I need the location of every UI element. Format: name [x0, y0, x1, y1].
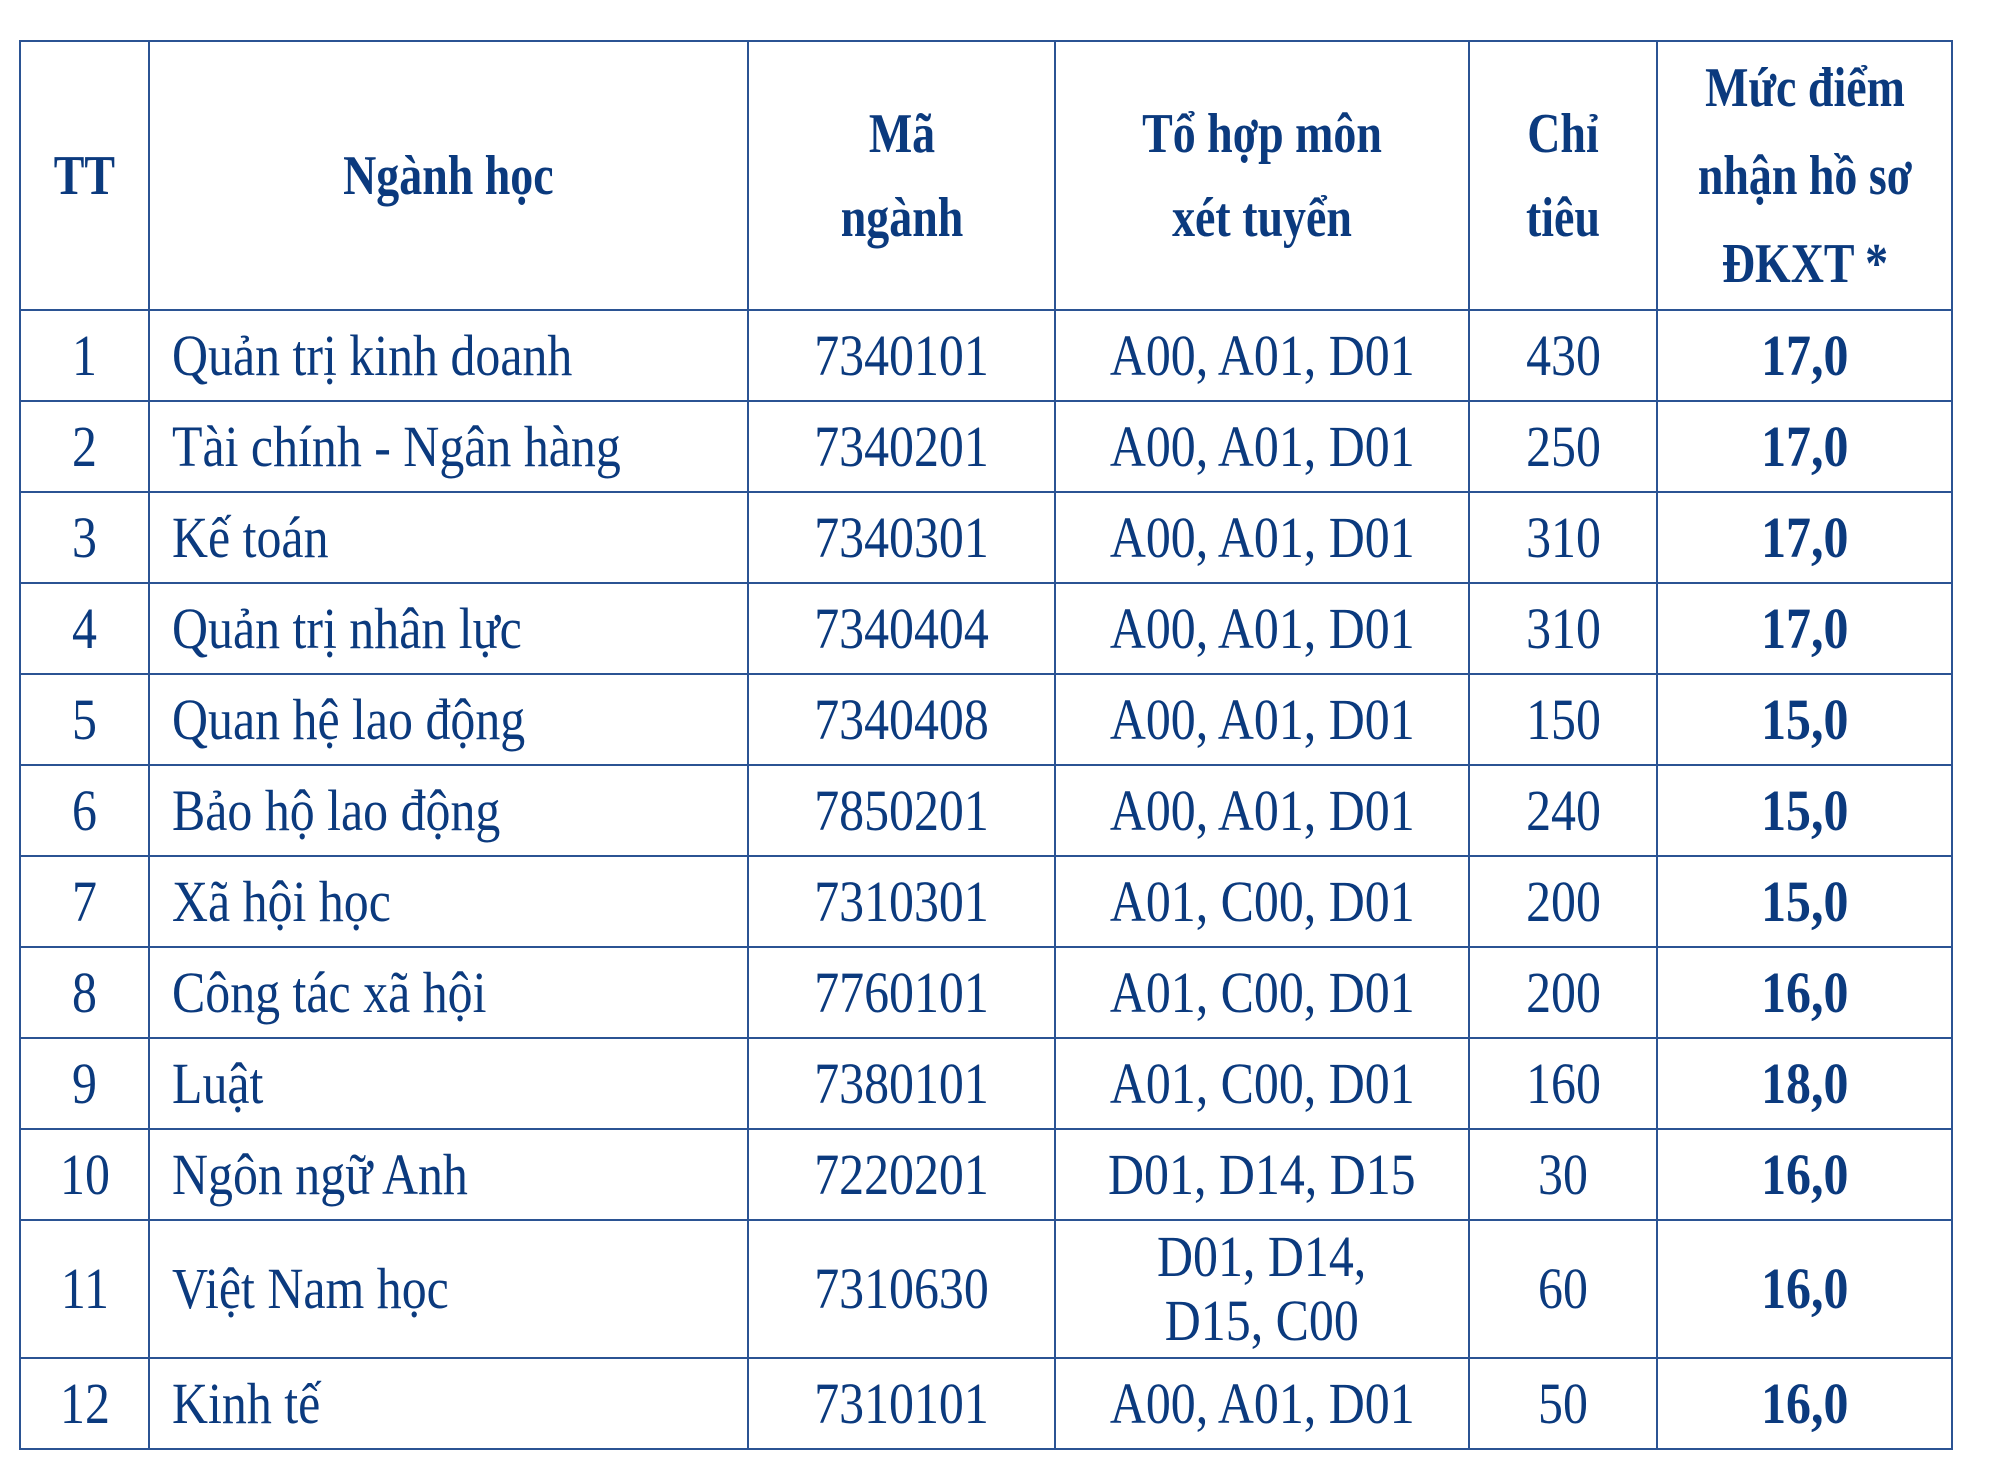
cell-subjects: A00, A01, D01 — [1055, 310, 1469, 401]
cell-major: Bảo hộ lao động — [149, 765, 748, 856]
cell-subjects: A00, A01, D01 — [1055, 492, 1469, 583]
cell-quota: 430 — [1469, 310, 1657, 401]
cell-major: Kế toán — [149, 492, 748, 583]
header-code: Mã ngành — [748, 41, 1055, 310]
cell-code: 7340201 — [748, 401, 1055, 492]
cell-major: Công tác xã hội — [149, 947, 748, 1038]
cell-quota: 160 — [1469, 1038, 1657, 1129]
cell-quota: 200 — [1469, 947, 1657, 1038]
admissions-table — [19, 40, 1953, 1450]
cell-quota: 150 — [1469, 674, 1657, 765]
cell-index: 4 — [20, 583, 149, 674]
cell-quota: 310 — [1469, 492, 1657, 583]
cell-index: 9 — [20, 1038, 149, 1129]
cell-index: 12 — [20, 1358, 149, 1449]
cell-quota: 240 — [1469, 765, 1657, 856]
cell-index: 11 — [20, 1220, 149, 1358]
table-row — [20, 1129, 1952, 1220]
cell-score: 16,0 — [1657, 1220, 1952, 1358]
cell-score: 15,0 — [1657, 674, 1952, 765]
cell-index: 5 — [20, 674, 149, 765]
cell-subjects: A00, A01, D01 — [1055, 765, 1469, 856]
cell-subjects: A01, C00, D01 — [1055, 1038, 1469, 1129]
header-major: Ngành học — [149, 41, 748, 310]
cell-major: Quan hệ lao động — [149, 674, 748, 765]
cell-subjects: A00, A01, D01 — [1055, 401, 1469, 492]
cell-subjects: A01, C00, D01 — [1055, 947, 1469, 1038]
cell-index: 6 — [20, 765, 149, 856]
cell-code: 7340408 — [748, 674, 1055, 765]
table-row — [20, 856, 1952, 947]
cell-code: 7340301 — [748, 492, 1055, 583]
cell-score: 16,0 — [1657, 947, 1952, 1038]
cell-subjects: D01, D14, D15, C00 — [1055, 1220, 1469, 1358]
table-row — [20, 1358, 1952, 1449]
table-row — [20, 674, 1952, 765]
cell-code: 7380101 — [748, 1038, 1055, 1129]
table-row — [20, 583, 1952, 674]
cell-subjects: D01, D14, D15 — [1055, 1129, 1469, 1220]
cell-code: 7340101 — [748, 310, 1055, 401]
table-row — [20, 1038, 1952, 1129]
cell-score: 16,0 — [1657, 1129, 1952, 1220]
cell-score: 18,0 — [1657, 1038, 1952, 1129]
cell-index: 1 — [20, 310, 149, 401]
cell-score: 15,0 — [1657, 765, 1952, 856]
cell-subjects: A00, A01, D01 — [1055, 1358, 1469, 1449]
cell-code: 7850201 — [748, 765, 1055, 856]
cell-score: 16,0 — [1657, 1358, 1952, 1449]
cell-index: 10 — [20, 1129, 149, 1220]
cell-major: Xã hội học — [149, 856, 748, 947]
cell-quota: 310 — [1469, 583, 1657, 674]
table-row — [20, 401, 1952, 492]
cell-code: 7340404 — [748, 583, 1055, 674]
cell-quota: 250 — [1469, 401, 1657, 492]
cell-major: Việt Nam học — [149, 1220, 748, 1358]
cell-major: Luật — [149, 1038, 748, 1129]
header-row — [20, 41, 1952, 310]
cell-score: 17,0 — [1657, 583, 1952, 674]
cell-major: Tài chính - Ngân hàng — [149, 401, 748, 492]
cell-index: 7 — [20, 856, 149, 947]
header-quota: Chỉ tiêu — [1469, 41, 1657, 310]
cell-subjects: A00, A01, D01 — [1055, 674, 1469, 765]
header-min-score: Mức điểm nhận hồ sơ ĐKXT * — [1657, 41, 1952, 310]
cell-index: 3 — [20, 492, 149, 583]
cell-major: Kinh tế — [149, 1358, 748, 1449]
cell-score: 17,0 — [1657, 401, 1952, 492]
cell-index: 2 — [20, 401, 149, 492]
cell-quota: 200 — [1469, 856, 1657, 947]
table-row — [20, 947, 1952, 1038]
cell-subjects: A00, A01, D01 — [1055, 583, 1469, 674]
table-row — [20, 492, 1952, 583]
cell-code: 7310630 — [748, 1220, 1055, 1358]
cell-score: 15,0 — [1657, 856, 1952, 947]
cell-score: 17,0 — [1657, 310, 1952, 401]
table-row — [20, 765, 1952, 856]
cell-score: 17,0 — [1657, 492, 1952, 583]
header-subjects: Tổ hợp môn xét tuyển — [1055, 41, 1469, 310]
cell-quota: 60 — [1469, 1220, 1657, 1358]
cell-subjects: A01, C00, D01 — [1055, 856, 1469, 947]
cell-major: Quản trị nhân lực — [149, 583, 748, 674]
cell-code: 7220201 — [748, 1129, 1055, 1220]
cell-code: 7760101 — [748, 947, 1055, 1038]
cell-quota: 50 — [1469, 1358, 1657, 1449]
cell-index: 8 — [20, 947, 149, 1038]
header-index: TT — [20, 41, 149, 310]
cell-code: 7310301 — [748, 856, 1055, 947]
cell-major: Ngôn ngữ Anh — [149, 1129, 748, 1220]
cell-quota: 30 — [1469, 1129, 1657, 1220]
cell-major: Quản trị kinh doanh — [149, 310, 748, 401]
cell-code: 7310101 — [748, 1358, 1055, 1449]
table-row — [20, 1220, 1952, 1358]
table-row — [20, 310, 1952, 401]
